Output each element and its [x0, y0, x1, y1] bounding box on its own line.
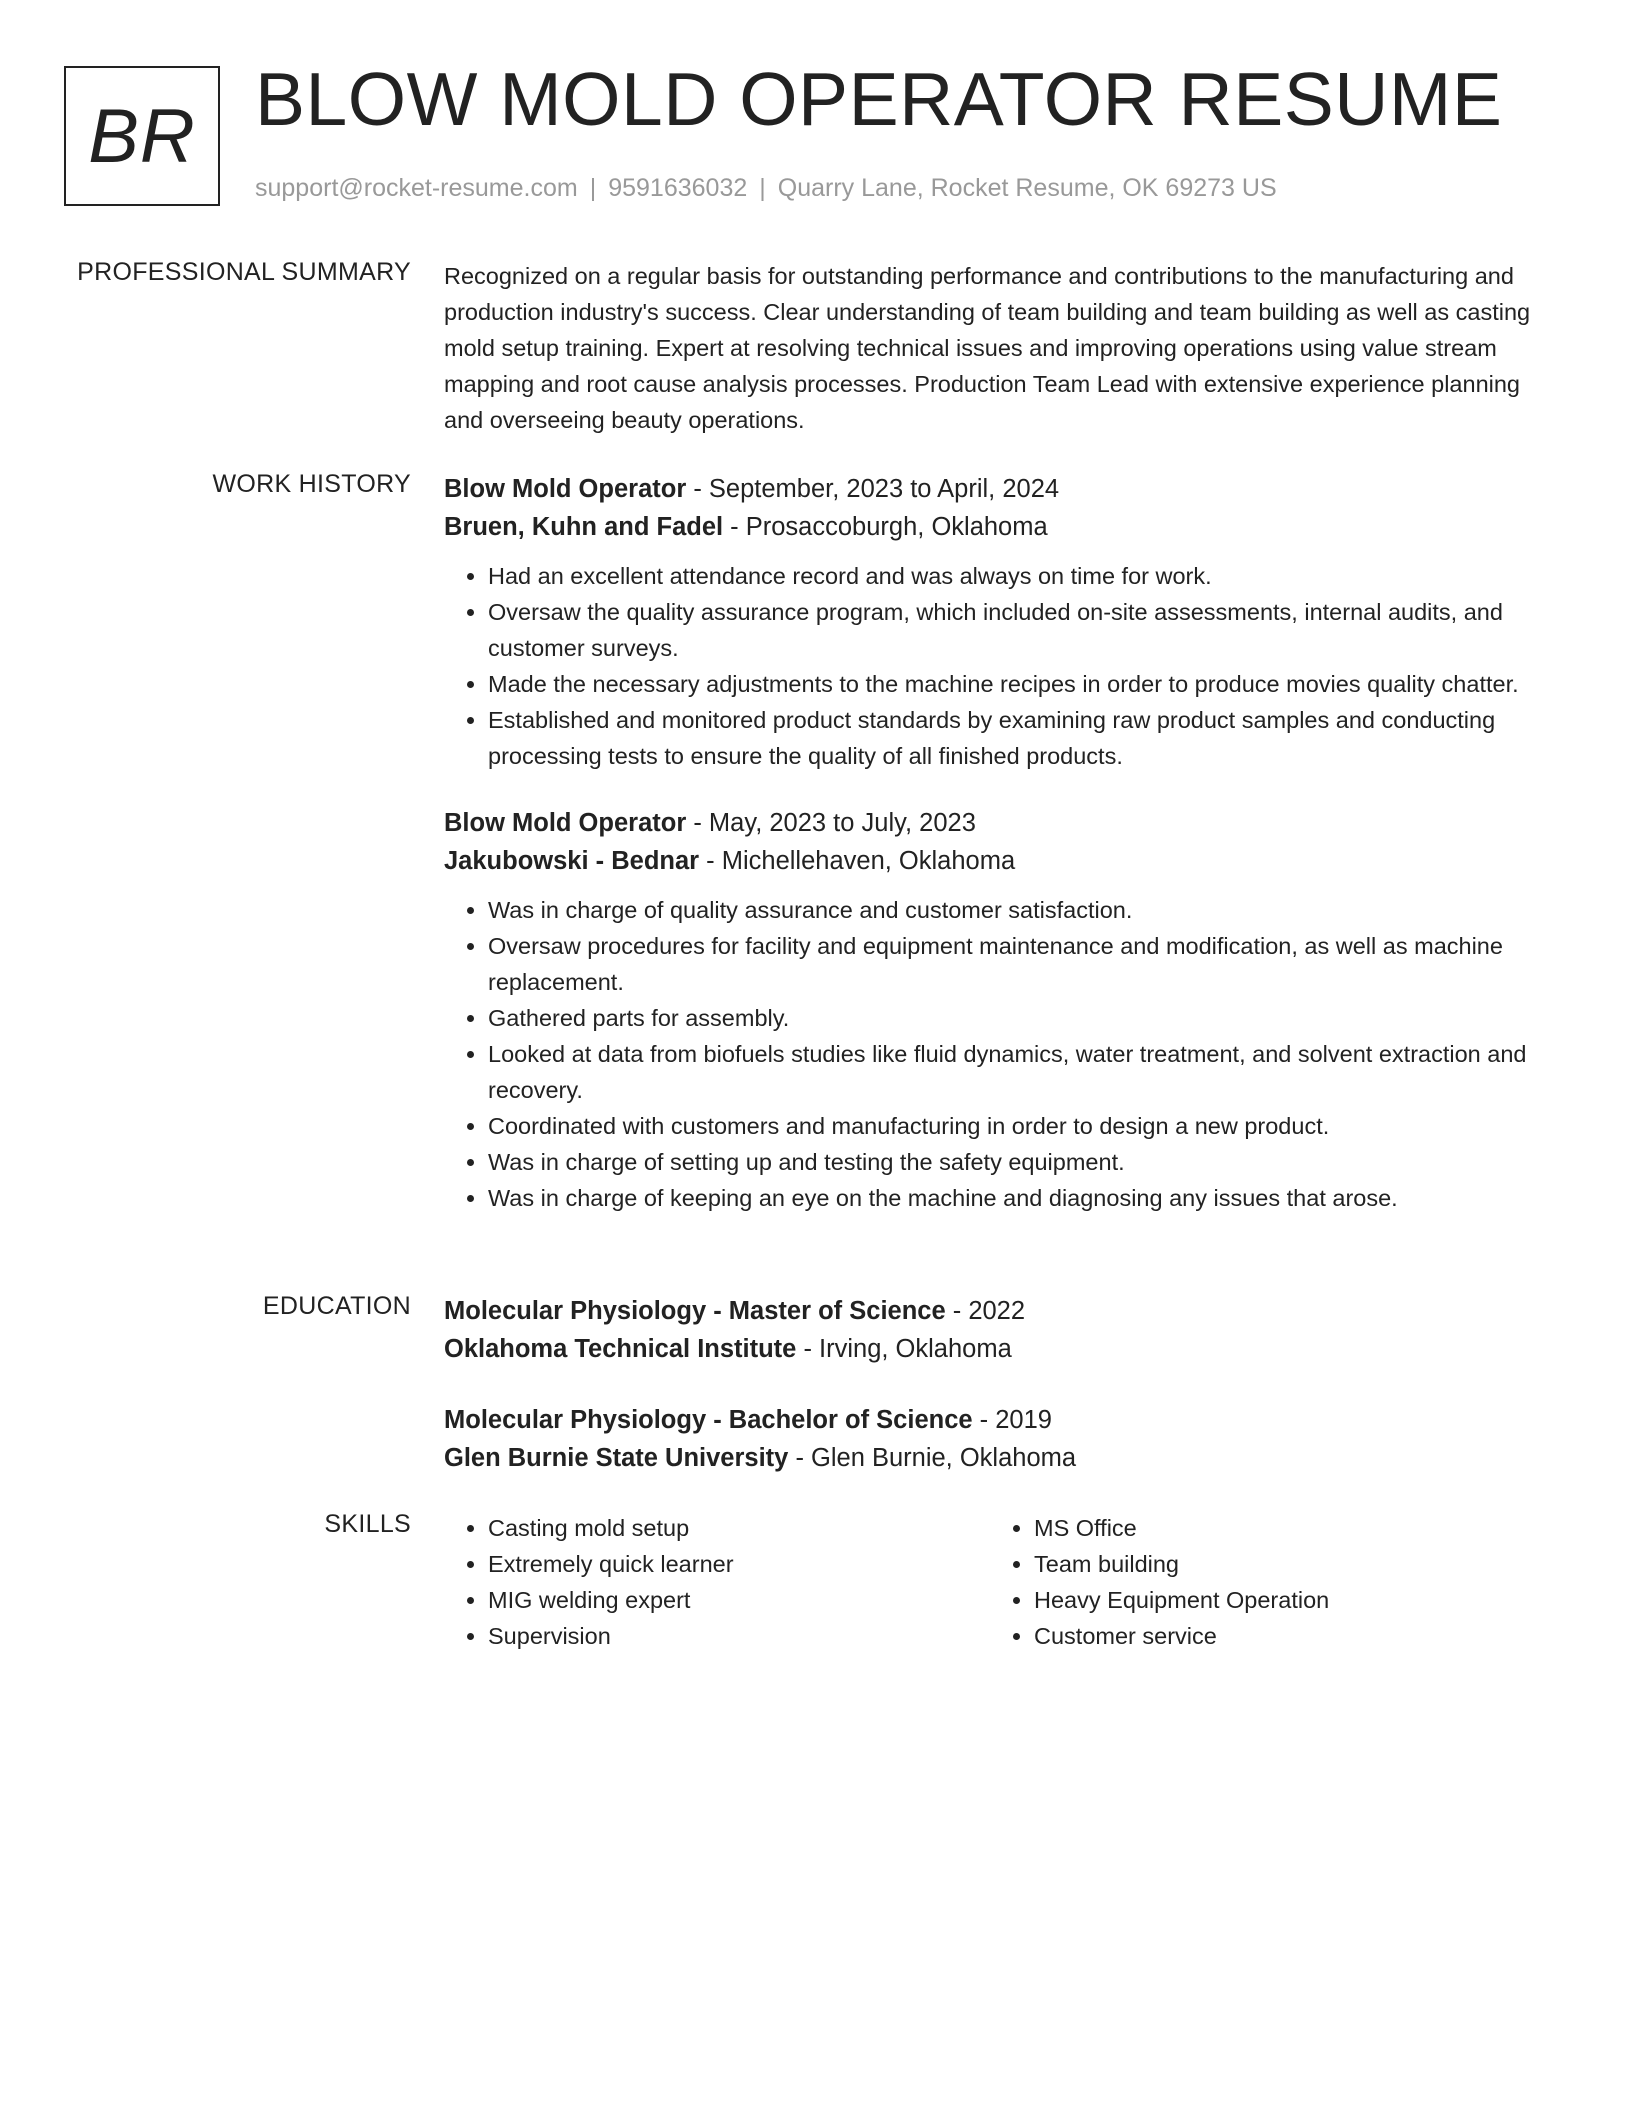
contact-separator: |: [759, 174, 766, 202]
list-item: • Was in charge of quality assurance and customer satisfaction.: [488, 892, 1556, 928]
contact-line: [255, 174, 1277, 203]
job-title: Blow Mold Operator: [444, 475, 687, 503]
list-item: • Team building: [1034, 1546, 1536, 1582]
job-bullets: [444, 558, 1556, 774]
degree-year: - 2019: [972, 1406, 1052, 1434]
school-location: - Irving, Oklahoma: [796, 1335, 1012, 1363]
degree-name: Molecular Physiology - Bachelor of Science: [444, 1406, 973, 1434]
list-item: • Coordinated with customers and manufacturing in order to design a new product.: [488, 1108, 1556, 1144]
contact-separator: |: [589, 174, 597, 202]
list-item: • Heavy Equipment Operation: [1034, 1582, 1536, 1618]
monogram-logo: [64, 66, 220, 206]
education-body: [444, 1292, 1556, 1477]
job-company: Jakubowski - Bednar: [444, 847, 700, 875]
job-title: Blow Mold Operator: [444, 809, 687, 837]
skills-column-left: [444, 1510, 990, 1654]
job-title-line: [444, 470, 1556, 508]
skills-heading: SKILLS: [324, 1510, 411, 1538]
skills-list: [444, 1510, 990, 1654]
skills-column-right: [990, 1510, 1536, 1654]
contact-phone: 9591636032: [608, 174, 748, 202]
contact-address: Quarry Lane, Rocket Resume, OK 69273 US: [777, 174, 1277, 202]
list-item: • Gathered parts for assembly.: [488, 1000, 1556, 1036]
degree-line: [444, 1401, 1556, 1439]
school-name: Oklahoma Technical Institute: [444, 1335, 797, 1363]
job-company-line: [444, 842, 1556, 880]
job-dates: - September, 2023 to April, 2024: [686, 475, 1060, 503]
work-history-heading: WORK HISTORY: [212, 470, 411, 498]
job-dates: - May, 2023 to July, 2023: [686, 809, 976, 837]
list-item: • Was in charge of keeping an eye on the machine and diagnosing any issues that arose.: [488, 1180, 1556, 1216]
list-item: • Extremely quick learner: [488, 1546, 990, 1582]
summary-text: Recognized on a regular basis for outstanding performance and contributions to the manufacturing and production industry's success. Clear understanding of team building and team building as well as casting mold setup training. Expert at resolving technical issues and improving operations using value stream mapping and root cause analysis processes. Production Team Lead with extensive experience planning and overseeing beauty operations.: [444, 263, 1531, 433]
monogram-text: BR: [88, 93, 196, 179]
list-item: • Customer service: [1034, 1618, 1536, 1654]
job-entry: [444, 804, 1556, 1216]
resume-title: BLOW MOLD OPERATOR RESUME: [255, 57, 1503, 141]
job-title-line: [444, 804, 1556, 842]
contact-email: support@rocket-resume.com: [255, 174, 578, 202]
job-bullets: [444, 892, 1556, 1216]
list-item: • Made the necessary adjustments to the machine recipes in order to produce movies quality chatter.: [488, 666, 1556, 702]
skills-body: [444, 1510, 1556, 1654]
skills-list: [990, 1510, 1536, 1654]
job-location: - Michellehaven, Oklahoma: [699, 847, 1016, 875]
list-item: • Was in charge of setting up and testing the safety equipment.: [488, 1144, 1556, 1180]
list-item: • Oversaw the quality assurance program, which included on-site assessments, internal audits, and customer surveys.: [488, 594, 1556, 666]
list-item: • Casting mold setup: [488, 1510, 990, 1546]
school-line: [444, 1330, 1556, 1368]
list-item: • Oversaw procedures for facility and equipment maintenance and modification, as well as machine replacement.: [488, 928, 1556, 1000]
degree-year: - 2022: [945, 1297, 1026, 1325]
education-heading: EDUCATION: [262, 1292, 411, 1320]
education-entry: [444, 1401, 1556, 1477]
work-history-body: [444, 470, 1556, 1216]
list-item: • Supervision: [488, 1618, 990, 1654]
school-line: [444, 1439, 1556, 1477]
list-item: • MS Office: [1034, 1510, 1536, 1546]
school-name: Glen Burnie State University: [444, 1444, 789, 1472]
job-company: Bruen, Kuhn and Fadel: [444, 513, 724, 541]
job-location: - Prosaccoburgh, Oklahoma: [723, 513, 1048, 541]
list-item: • Established and monitored product standards by examining raw product samples and conducting processing tests to ensure the quality of all finished products.: [488, 702, 1556, 774]
education-entry: [444, 1292, 1556, 1368]
list-item: • Had an excellent attendance record and was always on time for work.: [488, 558, 1556, 594]
summary-heading: PROFESSIONAL SUMMARY: [77, 258, 411, 286]
degree-line: [444, 1292, 1556, 1330]
list-item: • Looked at data from biofuels studies like fluid dynamics, water treatment, and solvent extraction and recovery.: [488, 1036, 1556, 1108]
school-location: - Glen Burnie, Oklahoma: [788, 1444, 1077, 1472]
degree-name: Molecular Physiology - Master of Science: [444, 1297, 946, 1325]
job-company-line: [444, 508, 1556, 546]
job-entry: [444, 470, 1556, 774]
skills-grid: [444, 1510, 1556, 1654]
list-item: • MIG welding expert: [488, 1582, 990, 1618]
